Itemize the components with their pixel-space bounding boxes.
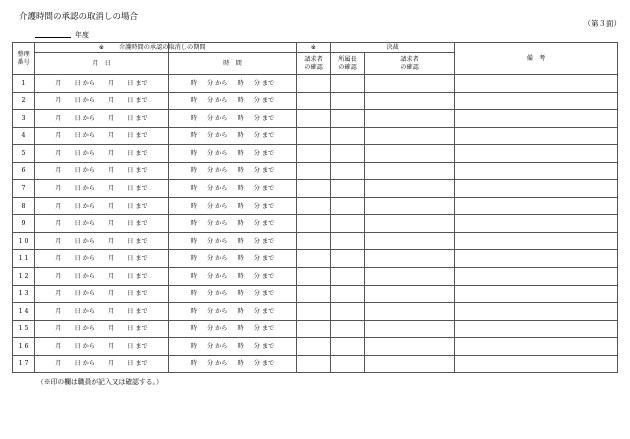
serial-number: 1 3	[13, 285, 35, 303]
table-row	[13, 75, 618, 93]
serial-number: 9	[13, 215, 35, 233]
requester-confirm-cell[interactable]	[297, 145, 331, 163]
time-range-cell[interactable]: 時 分 から 時 分 まで	[169, 215, 297, 233]
time-range-cell[interactable]: 時 分 から 時 分 まで	[169, 92, 297, 110]
remarks-cell[interactable]	[455, 268, 618, 286]
serial-number: 7	[13, 180, 35, 198]
requester-confirm2-cell[interactable]	[365, 162, 455, 180]
table-row	[13, 145, 618, 163]
requester-confirm2-cell[interactable]	[365, 250, 455, 268]
requester-confirm-header: 請求者 の確認	[297, 53, 331, 75]
requester-confirm2-cell[interactable]	[365, 320, 455, 338]
fiscal-year-line	[35, 30, 89, 40]
date-range-cell[interactable]: 月 日 から 月 日 まで	[35, 320, 169, 338]
date-range-cell[interactable]: 月 日 から 月 日 まで	[35, 145, 169, 163]
remarks-cell[interactable]	[455, 162, 618, 180]
remarks-cell[interactable]	[455, 180, 618, 198]
time-range-cell[interactable]: 時 分 から 時 分 まで	[169, 75, 297, 93]
table-row	[13, 320, 618, 338]
requester-confirm2-cell[interactable]	[365, 285, 455, 303]
date-range-cell[interactable]: 月 日 から 月 日 まで	[35, 268, 169, 286]
head-confirm-cell[interactable]	[331, 268, 365, 286]
table-row	[13, 215, 618, 233]
remarks-header: 備 考	[455, 43, 618, 75]
head-confirm-cell[interactable]	[331, 232, 365, 250]
requester-confirm2-cell[interactable]	[365, 180, 455, 198]
date-range-cell[interactable]: 月 日 から 月 日 まで	[35, 162, 169, 180]
requester-confirm-cell[interactable]	[297, 268, 331, 286]
time-range-cell[interactable]: 時 分 から 時 分 まで	[169, 110, 297, 128]
requester-confirm-cell[interactable]	[297, 320, 331, 338]
time-range-cell[interactable]: 時 分 から 時 分 まで	[169, 162, 297, 180]
requester-confirm-cell[interactable]	[297, 250, 331, 268]
requester-confirm-cell[interactable]	[297, 338, 331, 356]
year-label: 年度	[75, 31, 89, 39]
head-confirm-cell[interactable]	[331, 197, 365, 215]
head-confirm-cell[interactable]	[331, 355, 365, 373]
remarks-cell[interactable]	[455, 127, 618, 145]
requester-confirm2-cell[interactable]	[365, 232, 455, 250]
mark-left: ※	[35, 43, 169, 53]
requester-confirm-cell[interactable]	[297, 92, 331, 110]
head-confirm-cell[interactable]	[331, 320, 365, 338]
table-row	[13, 110, 618, 128]
requester-confirm-cell[interactable]	[297, 232, 331, 250]
requester-confirm2-cell[interactable]	[365, 127, 455, 145]
date-range-cell[interactable]: 月 日 から 月 日 まで	[35, 215, 169, 233]
time-range-cell[interactable]: 時 分 から 時 分 まで	[169, 250, 297, 268]
serial-number: 1 0	[13, 232, 35, 250]
requester-confirm-cell[interactable]	[297, 162, 331, 180]
head-confirm-cell[interactable]	[331, 180, 365, 198]
remarks-cell[interactable]	[455, 145, 618, 163]
date-range-cell[interactable]: 月 日 から 月 日 まで	[35, 75, 169, 93]
remarks-cell[interactable]	[455, 250, 618, 268]
footnote: （※印の欄は職員が記入又は確認する。）	[37, 378, 163, 386]
serial-number: 1 4	[13, 303, 35, 321]
date-range-cell[interactable]: 月 日 から 月 日 まで	[35, 127, 169, 145]
time-range-cell[interactable]: 時 分 から 時 分 まで	[169, 303, 297, 321]
date-range-cell[interactable]: 月 日 から 月 日 まで	[35, 250, 169, 268]
table-row	[13, 285, 618, 303]
table-row	[13, 338, 618, 356]
requester-confirm2-cell[interactable]	[365, 355, 455, 373]
table-row	[13, 162, 618, 180]
requester-confirm-cell[interactable]	[297, 303, 331, 321]
serial-number: 1 2	[13, 268, 35, 286]
serial-number: 3	[13, 110, 35, 128]
serial-number: 4	[13, 127, 35, 145]
remarks-cell[interactable]	[455, 320, 618, 338]
decision-header: 決裁	[331, 43, 455, 53]
requester-confirm2-cell[interactable]	[365, 110, 455, 128]
date-range-cell[interactable]: 月 日 から 月 日 まで	[35, 355, 169, 373]
page-number: （第３面）	[583, 19, 621, 28]
requester-confirm-cell[interactable]	[297, 215, 331, 233]
date-range-cell[interactable]: 月 日 から 月 日 まで	[35, 338, 169, 356]
requester-confirm-cell[interactable]	[297, 285, 331, 303]
head-confirm-cell[interactable]	[331, 215, 365, 233]
table-row	[13, 180, 618, 198]
requester-confirm2-cell[interactable]	[365, 303, 455, 321]
date-range-cell[interactable]: 月 日 から 月 日 まで	[35, 285, 169, 303]
time-range-cell[interactable]: 時 分 から 時 分 まで	[169, 197, 297, 215]
time-range-cell[interactable]: 時 分 から 時 分 まで	[169, 145, 297, 163]
remarks-cell[interactable]	[455, 75, 618, 93]
requester-confirm-cell[interactable]	[297, 180, 331, 198]
serial-number: 5	[13, 145, 35, 163]
head-confirm-cell[interactable]	[331, 75, 365, 93]
document-title: 介護時間の承認の取消しの場合	[19, 12, 139, 22]
remarks-cell[interactable]	[455, 110, 618, 128]
period-title: 介護時間の承認の取消しの期間	[169, 43, 297, 53]
requester-confirm2-cell[interactable]	[365, 75, 455, 93]
serial-header: 整理 番号	[13, 43, 35, 75]
table-row	[13, 303, 618, 321]
remarks-cell[interactable]	[455, 92, 618, 110]
serial-number: 8	[13, 197, 35, 215]
time-range-cell[interactable]: 時 分 から 時 分 まで	[169, 285, 297, 303]
serial-number: 1 1	[13, 250, 35, 268]
requester-confirm2-cell[interactable]	[365, 145, 455, 163]
requester-confirm2-cell[interactable]	[365, 197, 455, 215]
table-row	[13, 355, 618, 373]
serial-number: 1 6	[13, 338, 35, 356]
remarks-cell[interactable]	[455, 215, 618, 233]
table-row	[13, 268, 618, 286]
serial-number: 1 7	[13, 355, 35, 373]
time-range-cell[interactable]: 時 分 から 時 分 まで	[169, 338, 297, 356]
table-row	[13, 127, 618, 145]
head-confirm-cell[interactable]	[331, 110, 365, 128]
time-range-cell[interactable]: 時 分 から 時 分 まで	[169, 180, 297, 198]
serial-number: 1 5	[13, 320, 35, 338]
cancellation-table	[12, 42, 618, 373]
requester-confirm-cell[interactable]	[297, 75, 331, 93]
date-range-cell[interactable]: 月 日 から 月 日 まで	[35, 180, 169, 198]
time-range-cell[interactable]: 時 分 から 時 分 まで	[169, 355, 297, 373]
time-range-cell[interactable]: 時 分 から 時 分 まで	[169, 320, 297, 338]
time-range-cell[interactable]: 時 分 から 時 分 まで	[169, 268, 297, 286]
requester-confirm-cell[interactable]	[297, 197, 331, 215]
requester-confirm-cell[interactable]	[297, 110, 331, 128]
year-blank[interactable]	[35, 37, 71, 38]
requester-confirm2-cell[interactable]	[365, 215, 455, 233]
head-confirm-cell[interactable]	[331, 250, 365, 268]
requester-confirm2-cell[interactable]	[365, 92, 455, 110]
date-range-cell[interactable]: 月 日 から 月 日 まで	[35, 110, 169, 128]
remarks-cell[interactable]	[455, 338, 618, 356]
remarks-cell[interactable]	[455, 197, 618, 215]
head-confirm-cell[interactable]	[331, 303, 365, 321]
head-confirm-cell[interactable]	[331, 285, 365, 303]
date-column-header: 月 日	[35, 53, 169, 75]
requester-confirm-cell[interactable]	[297, 355, 331, 373]
time-column-header: 時 間	[169, 53, 297, 75]
head-confirm-cell[interactable]	[331, 127, 365, 145]
head-confirm-cell[interactable]	[331, 92, 365, 110]
time-range-cell[interactable]: 時 分 から 時 分 まで	[169, 232, 297, 250]
remarks-cell[interactable]	[455, 355, 618, 373]
time-range-cell[interactable]: 時 分 から 時 分 まで	[169, 127, 297, 145]
serial-number: 1	[13, 75, 35, 93]
table-row	[13, 92, 618, 110]
requester-confirm2-header: 請求者 の確認	[365, 53, 455, 75]
head-confirm-cell[interactable]	[331, 338, 365, 356]
remarks-cell[interactable]	[455, 232, 618, 250]
head-confirm-cell[interactable]	[331, 162, 365, 180]
date-range-cell[interactable]: 月 日 から 月 日 まで	[35, 197, 169, 215]
head-confirm-header: 所属長 の確認	[331, 53, 365, 75]
serial-number: 2	[13, 92, 35, 110]
head-confirm-cell[interactable]	[331, 145, 365, 163]
date-range-cell[interactable]: 月 日 から 月 日 まで	[35, 92, 169, 110]
table-row	[13, 197, 618, 215]
requester-confirm2-cell[interactable]	[365, 268, 455, 286]
remarks-cell[interactable]	[455, 303, 618, 321]
table-row	[13, 250, 618, 268]
date-range-cell[interactable]: 月 日 から 月 日 まで	[35, 232, 169, 250]
date-range-cell[interactable]: 月 日 から 月 日 まで	[35, 303, 169, 321]
requester-confirm-cell[interactable]	[297, 127, 331, 145]
table-row	[13, 232, 618, 250]
remarks-cell[interactable]	[455, 285, 618, 303]
serial-number: 6	[13, 162, 35, 180]
requester-confirm2-cell[interactable]	[365, 338, 455, 356]
mark-right: ※	[297, 43, 331, 53]
